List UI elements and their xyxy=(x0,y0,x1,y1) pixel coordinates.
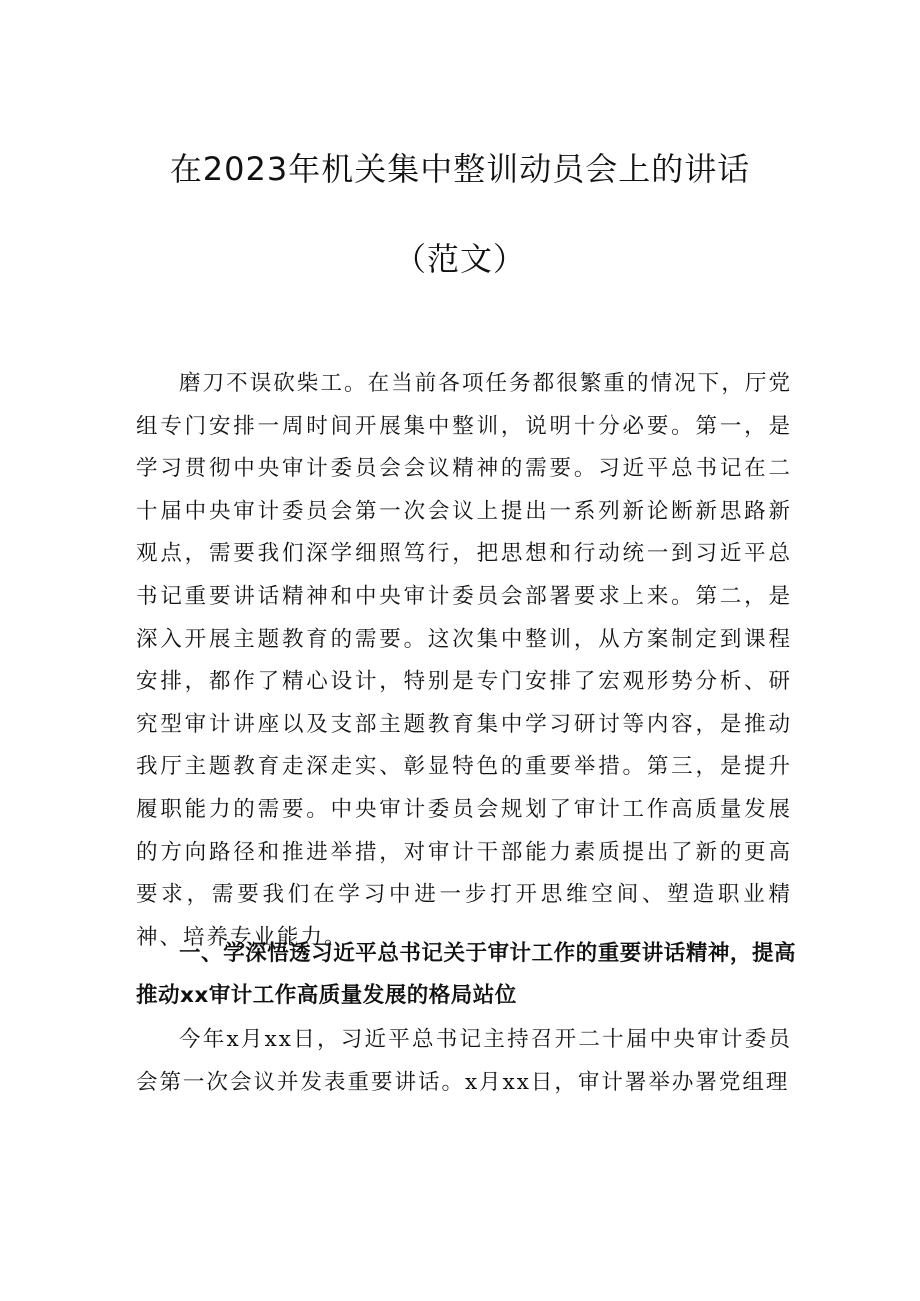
document-title: 在2023年机关集中整训动员会上的讲话 xyxy=(169,150,751,188)
body-paragraph: 今年x月xx日，习近平总书记主持召开二十届中央审计委员会第一次会议并发表重要讲话。x月xx日，审计署举办署党组理 xyxy=(136,1027,792,1095)
section-heading: 一、学深悟透习近平总书记关于审计工作的重要讲话精神，提高推动xx审计工作高质量发展的格局站位 xyxy=(136,941,796,1008)
body-paragraph: 磨刀不误砍柴工。在当前各项任务都很繁重的情况下，厅党组专门安排一周时间开展集中整训，说明十分必要。第一，是学习贯彻中央审计委员会会议精神的需要。习近平总书记在二十届中央审计委员会第一次会议上提出一系列新论断新思路新观点，需要我们深学细照笃行，把思想和行动统一到习近平总书记重要讲话精神和中央审计委员会部署要求上来。第二，是深入开展主题教育的需要。这次集中整训，从方案制定到课程安排，都作了精心设计，特别是专门安排了宏观形势分析、研究型审计讲座以及支部主题教育集中学习研讨等内容，是推动我厅主题教育走深走实、彰显特色的重要举措。第三，是提升履职能力的需要。中央审计委员会规划了审计工作高质量发展的方向路径和推进举措，对审计干部能力素质提出了新的更高要求，需要我们在学习中进一步打开思维空间、塑造职业精神、培养专业能力。 xyxy=(136,371,792,950)
document-subtitle: （范文） xyxy=(393,240,526,278)
